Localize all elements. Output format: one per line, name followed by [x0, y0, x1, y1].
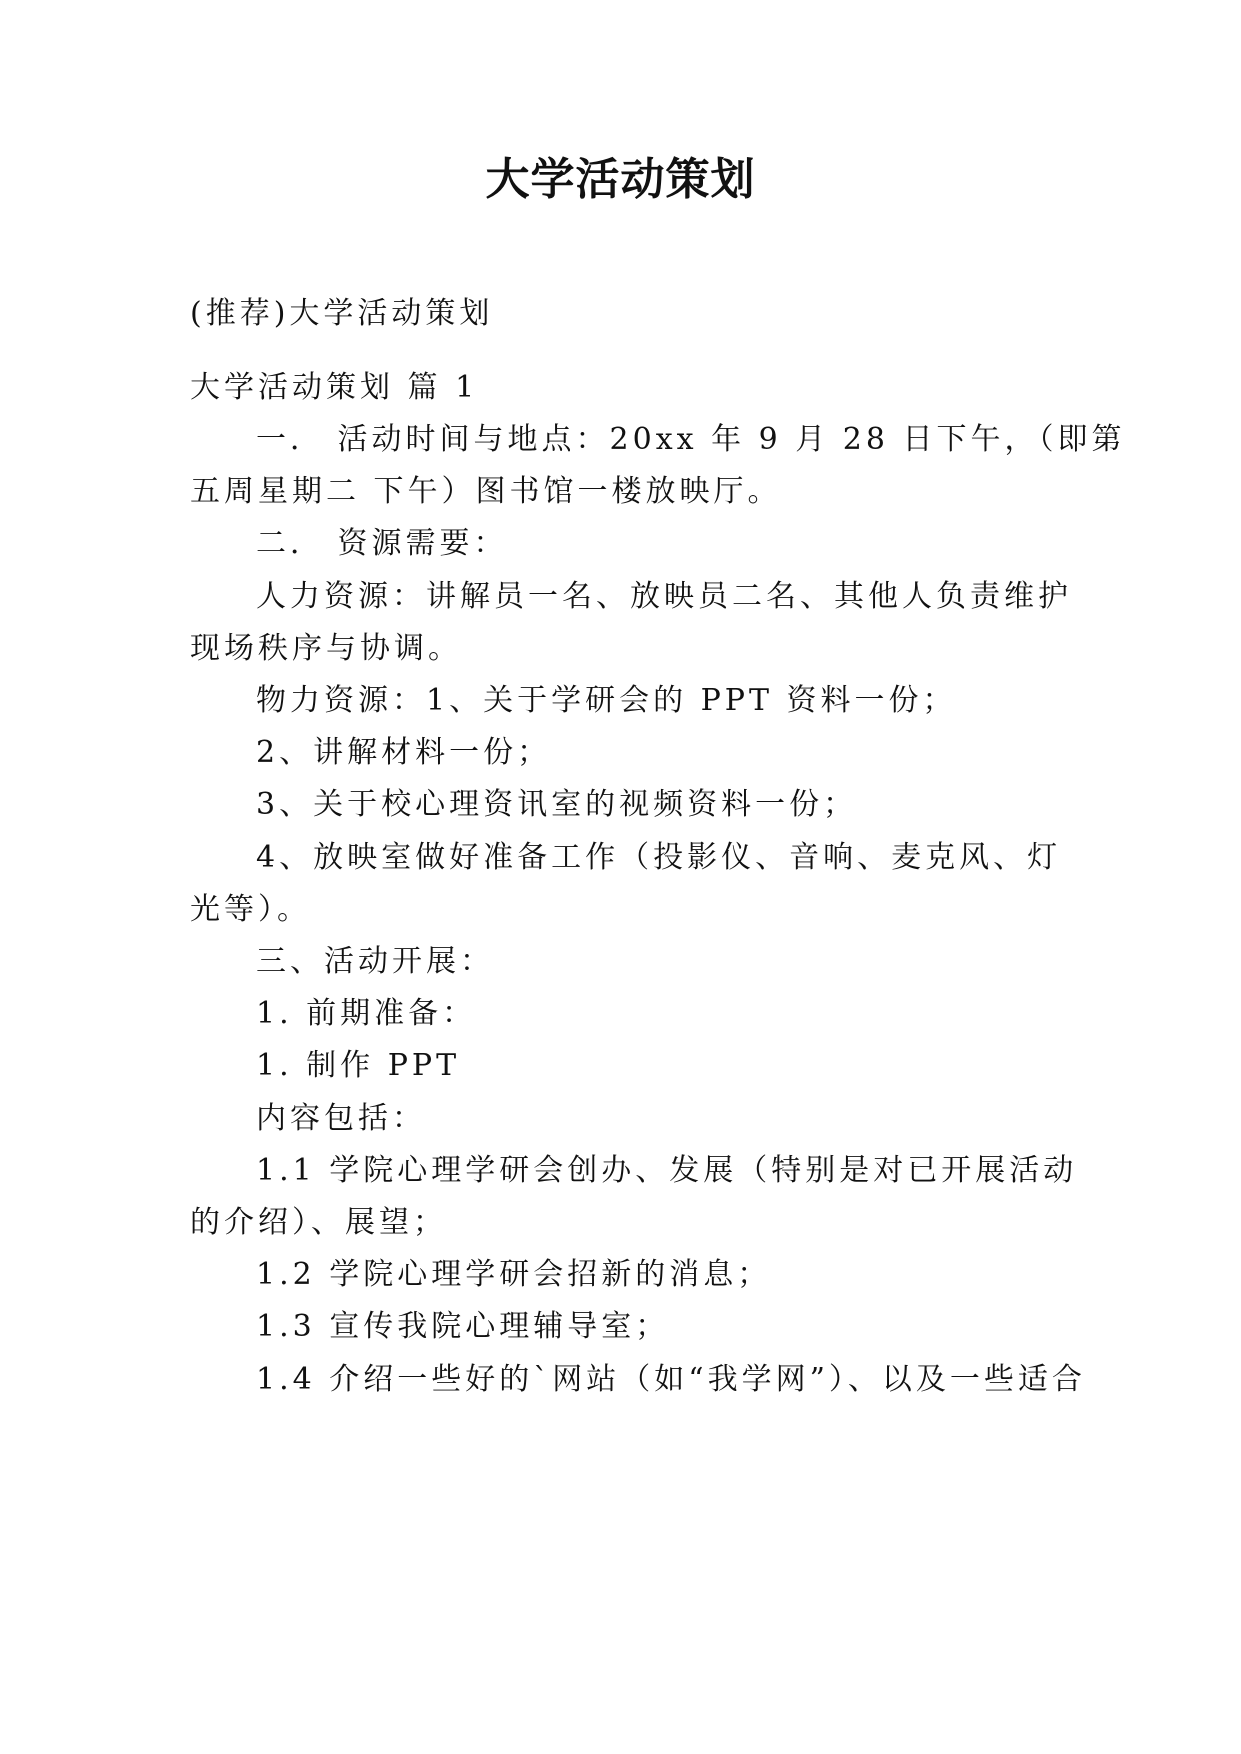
paragraph-line: 1.2 学院心理学研会招新的消息；: [256, 1257, 772, 1292]
paragraph-line: 1.1 学院心理学研会创办、发展（特别是对已开展活动: [256, 1153, 1078, 1188]
paragraph-line: 4、放映室做好准备工作（投影仪、音响、麦克风、灯: [256, 840, 1062, 875]
paragraph-line: 内容包括：: [256, 1101, 426, 1136]
paragraph-line: 二． 资源需要：: [256, 526, 508, 561]
document-subtitle: (推荐)大学活动策划: [190, 296, 494, 331]
paragraph-line: 一． 活动时间与地点：20xx 年 9 月 28 日下午，（即第: [256, 422, 1126, 457]
section-heading: 大学活动策划 篇 1: [190, 370, 479, 405]
paragraph-line: 1. 制作 PPT: [256, 1048, 461, 1083]
paragraph-line: 3、关于校心理资讯室的视频资料一份；: [256, 787, 858, 822]
paragraph-line: 的介绍）、展望；: [190, 1205, 447, 1240]
paragraph-line: 1.4 介绍一些好的`网站（如“我学网”）、以及一些适合: [256, 1362, 1086, 1397]
paragraph-line: 五周星期二 下午）图书馆一楼放映厅。: [190, 474, 782, 509]
paragraph-line: 现场秩序与协调。: [190, 631, 462, 666]
paragraph-line: 2、讲解材料一份；: [256, 735, 552, 770]
paragraph-line: 光等）。: [190, 892, 311, 927]
paragraph-line: 人力资源：讲解员一名、放映员二名、其他人负责维护: [256, 579, 1072, 614]
paragraph-line: 1. 前期准备：: [256, 996, 477, 1031]
paragraph-line: 物力资源：1、关于学研会的 PPT 资料一份；: [256, 683, 957, 718]
paragraph-line: 1.3 宣传我院心理辅导室；: [256, 1309, 670, 1344]
paragraph-line: 三、活动开展：: [256, 944, 494, 979]
document-title: 大学活动策划: [485, 154, 756, 205]
